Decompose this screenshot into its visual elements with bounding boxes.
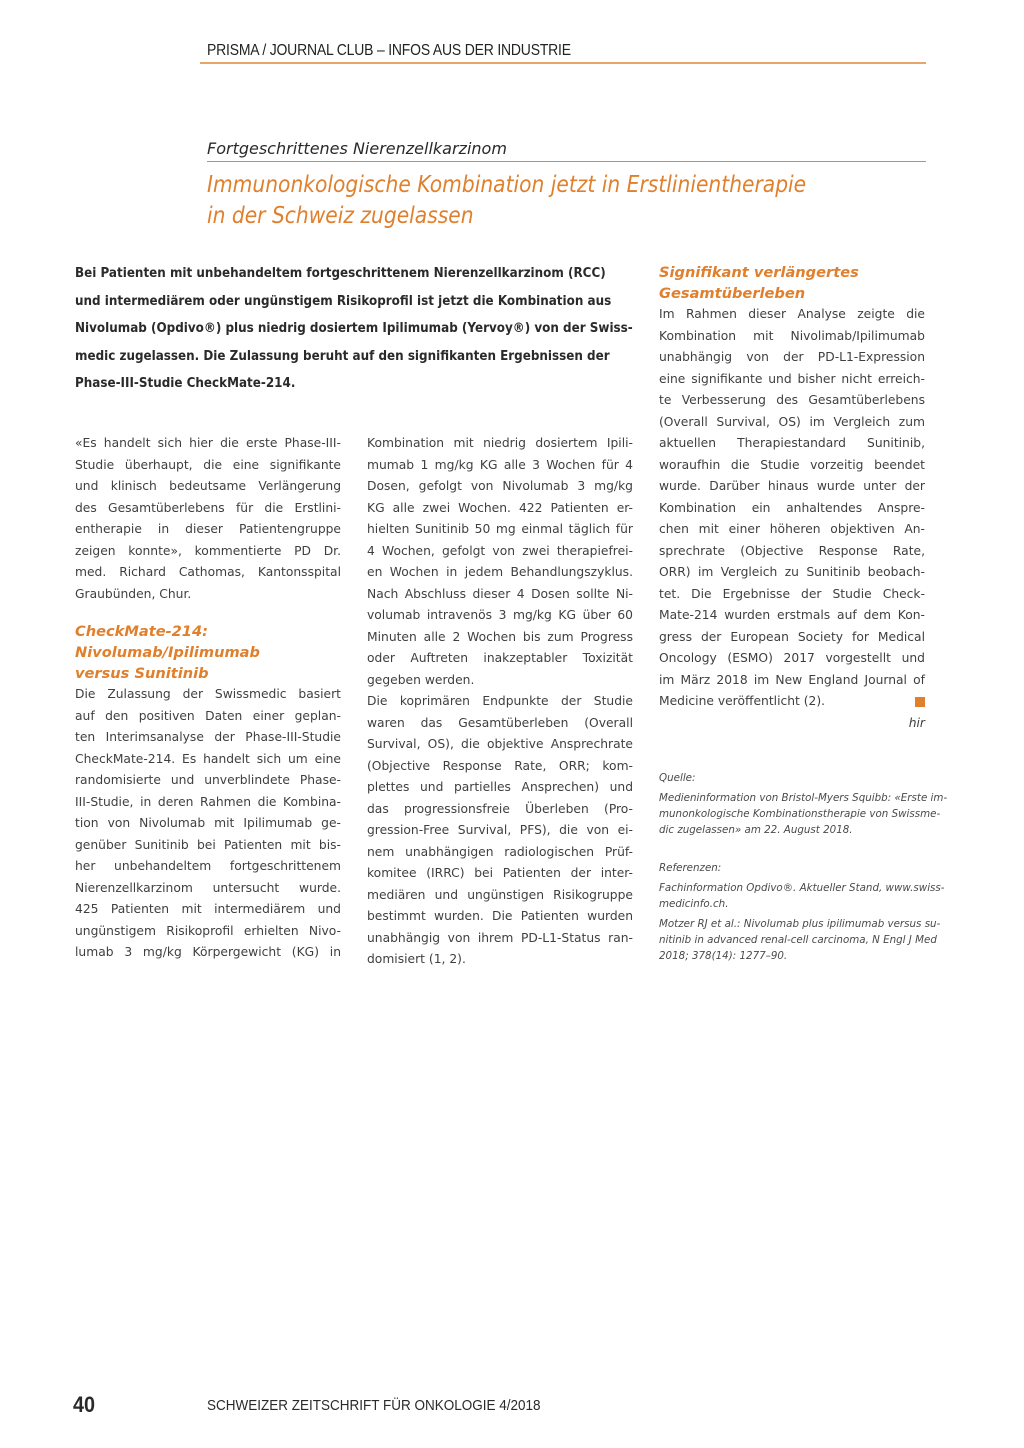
kicker-divider bbox=[207, 161, 926, 162]
article-kicker: Fortgeschrittenes Nierenzellkarzinom bbox=[207, 139, 507, 158]
text-line: Graubünden, Chur. bbox=[75, 586, 192, 601]
subheading-line: versus Sunitinib bbox=[75, 665, 209, 682]
text-line: im März 2018 im New England Journal of bbox=[659, 672, 925, 687]
text-line: Die Zulassung der Swissmedic basiert bbox=[75, 687, 341, 701]
end-of-article-square-icon bbox=[915, 697, 925, 707]
text-line: Nach Abschluss dieser 4 Dosen sollte Ni- bbox=[367, 586, 633, 601]
text-line: Kombination ein anhaltendes Anspre- bbox=[659, 500, 925, 515]
text-line: aktuellen Therapiestandard Sunitinib, bbox=[659, 436, 925, 450]
text-line: und klinisch bedeutsame Verlängerung bbox=[75, 479, 341, 493]
text-line: das progressionsfreie Überleben (Pro- bbox=[367, 801, 633, 816]
subheading-line: Gesamtüberleben bbox=[659, 285, 806, 302]
body-paragraph bbox=[659, 304, 925, 713]
text-line: munonkologische Kombinationstherapie von Swissme- bbox=[659, 808, 941, 820]
text-line: des Gesamtüberlebens für die Erstlini- bbox=[75, 500, 341, 515]
text-line: 2018; 378(14): 1277–90. bbox=[659, 950, 788, 962]
headline-line: Immunonkologische Kombination jetzt in Erstlinientherapie bbox=[207, 172, 807, 198]
text-line: Motzer RJ et al.: Nivolumab plus ipilimumab versus su- bbox=[659, 918, 941, 930]
text-line: randomisierte und unverblindete Phase- bbox=[75, 773, 341, 787]
text-line bbox=[659, 691, 925, 713]
text-line: volumab intravenös 3 mg/kg KG über 60 bbox=[367, 608, 633, 622]
text-line: genüber Sunitinib bei Patienten mit bis- bbox=[75, 837, 341, 852]
reference-entry bbox=[659, 880, 945, 912]
sources-block bbox=[659, 770, 948, 968]
journal-name: SCHWEIZER ZEITSCHRIFT FÜR ONKOLOGIE 4/2018 bbox=[207, 1397, 541, 1414]
text-line: Kombination mit niedrig dosiertem Ipili- bbox=[367, 436, 633, 450]
text-line: entherapie in dieser Patientengruppe bbox=[75, 522, 341, 536]
text-line: te Verbesserung des Gesamtüberlebens bbox=[659, 393, 925, 407]
text-line: dic zugelassen» am 22. August 2018. bbox=[659, 824, 853, 836]
text-line: Im Rahmen dieser Analyse zeigte die bbox=[659, 307, 925, 321]
text-line: med. Richard Cathomas, Kantonsspital bbox=[75, 565, 341, 579]
source-entry bbox=[659, 790, 948, 838]
text-line: medicinfo.ch. bbox=[659, 898, 729, 910]
text-line: gression-Free Survival, PFS), die von ei- bbox=[367, 823, 633, 837]
text-line: (Objective Response Rate, ORR; kom- bbox=[367, 758, 633, 773]
text-line: unabhängig von der PD-L1-Expression bbox=[659, 350, 925, 364]
text-line: eine signifikante und bisher nicht erreich- bbox=[659, 371, 925, 386]
text-line: Nierenzellkarzinom untersucht wurde. bbox=[75, 880, 341, 895]
text-line: sprechrate (Objective Response Rate, bbox=[659, 543, 925, 558]
text-line: waren das Gesamtüberleben (Overall bbox=[367, 715, 633, 730]
text-line: «Es handelt sich hier die erste Phase-III- bbox=[75, 436, 341, 450]
text-line: plettes und partielles Ansprechen) und bbox=[367, 780, 633, 794]
text-line: Mate-214 wurden erstmals auf dem Kon- bbox=[659, 608, 925, 622]
subheading-line: Signifikant verlängertes bbox=[659, 264, 859, 281]
source-label: Quelle: bbox=[659, 772, 696, 784]
text-line: 425 Patienten mit intermediärem und bbox=[75, 902, 341, 916]
text-line: nem unabhängigen radiologischen Prüf- bbox=[367, 844, 633, 859]
text-line: mumab 1 mg/kg KG alle 3 Wochen für 4 bbox=[367, 457, 633, 472]
lead-line: Bei Patienten mit unbehandeltem fortgeschrittenem Nierenzellkarzinom (RCC) bbox=[75, 266, 606, 281]
lead-line: medic zugelassen. Die Zulassung beruht auf den signifikanten Ergebnissen der bbox=[75, 348, 610, 364]
quote-paragraph bbox=[75, 433, 341, 605]
text-line: en Wochen in jedem Behandlungszyklus. bbox=[367, 565, 633, 579]
text-line: Fachinformation Opdivo®. Aktueller Stand, www.swiss- bbox=[659, 882, 945, 894]
subheading-line: Nivolumab/Ipilimumab bbox=[75, 644, 260, 661]
text-line: Medieninformation von Bristol-Myers Squibb: «Erste im- bbox=[659, 792, 948, 804]
headline-line: in der Schweiz zugelassen bbox=[207, 203, 474, 229]
spacer bbox=[659, 842, 927, 860]
text-line: ORR) im Vergleich zu Sunitinib beobach- bbox=[659, 565, 925, 579]
text-line: mediären und ungünstigen Risikogruppe bbox=[367, 887, 633, 902]
text-line: hielten Sunitinib 50 mg einmal täglich für bbox=[367, 522, 633, 536]
subheading-checkmate bbox=[75, 621, 341, 684]
text-line: III-Studie, in deren Rahmen die Kombina- bbox=[75, 794, 341, 809]
author-signature: hir bbox=[908, 715, 925, 730]
subheading-survival bbox=[659, 262, 925, 304]
lead-line: und intermediärem oder ungünstigem Risikoprofil ist jetzt die Kombination aus bbox=[75, 293, 612, 309]
text-line: unabhängig von ihrem PD-L1-Status ran- bbox=[367, 930, 633, 945]
text-line: gress der European Society for Medical bbox=[659, 629, 925, 644]
text-line: chen mit einer höheren objektiven An- bbox=[659, 522, 925, 536]
text-line: lumab 3 mg/kg Körpergewicht (KG) in bbox=[75, 945, 341, 959]
text-line: ungünstigem Risikoprofil erhielten Nivo- bbox=[75, 923, 341, 938]
body-paragraph bbox=[367, 433, 633, 691]
references-label: Referenzen: bbox=[659, 862, 722, 874]
column-2 bbox=[367, 433, 633, 971]
text-line: nitinib in advanced renal-cell carcinoma, N Engl J Med bbox=[659, 934, 937, 946]
text-line: domisiert (1, 2). bbox=[367, 952, 466, 966]
text-line: gegeben werden. bbox=[367, 672, 475, 687]
text-line: Minuten alle 2 Wochen bis zum Progress bbox=[367, 629, 633, 644]
text-line: woraufhin die Studie vorzeitig beendet bbox=[659, 457, 925, 472]
article-lead bbox=[75, 260, 635, 398]
subheading-line: CheckMate-214: bbox=[75, 623, 208, 640]
page-number: 40 bbox=[73, 1392, 96, 1417]
text-line: KG alle zwei Wochen. 422 Patienten er- bbox=[367, 500, 633, 515]
column-3 bbox=[659, 262, 925, 734]
text-line: ten Interimsanalyse der Phase-III-Studie bbox=[75, 730, 341, 744]
text-line: (Overall Survival, OS) im Vergleich zum bbox=[659, 414, 925, 429]
reference-entry bbox=[659, 916, 941, 964]
text-line: Studie überhaupt, die eine signifikante bbox=[75, 457, 341, 472]
text-line: her unbehandeltem fortgeschrittenem bbox=[75, 859, 341, 873]
text-line-content: Medicine veröffentlicht (2). bbox=[659, 694, 826, 708]
text-line: wurde. Darüber hinaus wurde unter der bbox=[659, 479, 925, 493]
text-line: Survival, OS), die objektive Ansprechrate bbox=[367, 737, 633, 751]
text-line: CheckMate-214. Es handelt sich um eine bbox=[75, 751, 341, 766]
text-line: tet. Die Ergebnisse der Studie Check- bbox=[659, 586, 925, 601]
lead-line: Phase-III-Studie CheckMate-214. bbox=[75, 376, 296, 391]
spacer bbox=[75, 605, 341, 621]
text-line: Die koprimären Endpunkte der Studie bbox=[367, 694, 633, 708]
text-line: oder Auftreten inakzeptabler Toxizität bbox=[367, 651, 633, 665]
section-title: PRISMA / JOURNAL CLUB – INFOS AUS DER INDUSTRIE bbox=[207, 42, 571, 59]
text-line: bestimmt wurden. Die Patienten wurden bbox=[367, 909, 633, 923]
text-line: auf den positiven Daten einer geplan- bbox=[75, 708, 341, 723]
lead-line: Nivolumab (Opdivo®) plus niedrig dosiertem Ipilimumab (Yervoy®) von der Swiss- bbox=[75, 321, 633, 336]
text-line: tion von Nivolumab mit Ipilimumab ge- bbox=[75, 816, 341, 830]
body-paragraph bbox=[75, 684, 341, 964]
header-divider bbox=[200, 62, 926, 64]
text-line: Oncology (ESMO) 2017 vorgestellt und bbox=[659, 651, 925, 665]
text-line: 4 Wochen, gefolgt von zwei therapiefrei- bbox=[367, 543, 633, 558]
text-line: Dosen, gefolgt von Nivolumab 3 mg/kg bbox=[367, 479, 633, 493]
text-line: komitee (IRRC) bei Patienten der inter- bbox=[367, 866, 633, 880]
text-line: zeigen konnte», kommentierte PD Dr. bbox=[75, 543, 341, 558]
body-paragraph bbox=[367, 691, 633, 971]
text-line: Kombination mit Nivolimab/Ipilimumab bbox=[659, 328, 925, 343]
column-1 bbox=[75, 433, 341, 964]
article-headline bbox=[207, 170, 841, 232]
